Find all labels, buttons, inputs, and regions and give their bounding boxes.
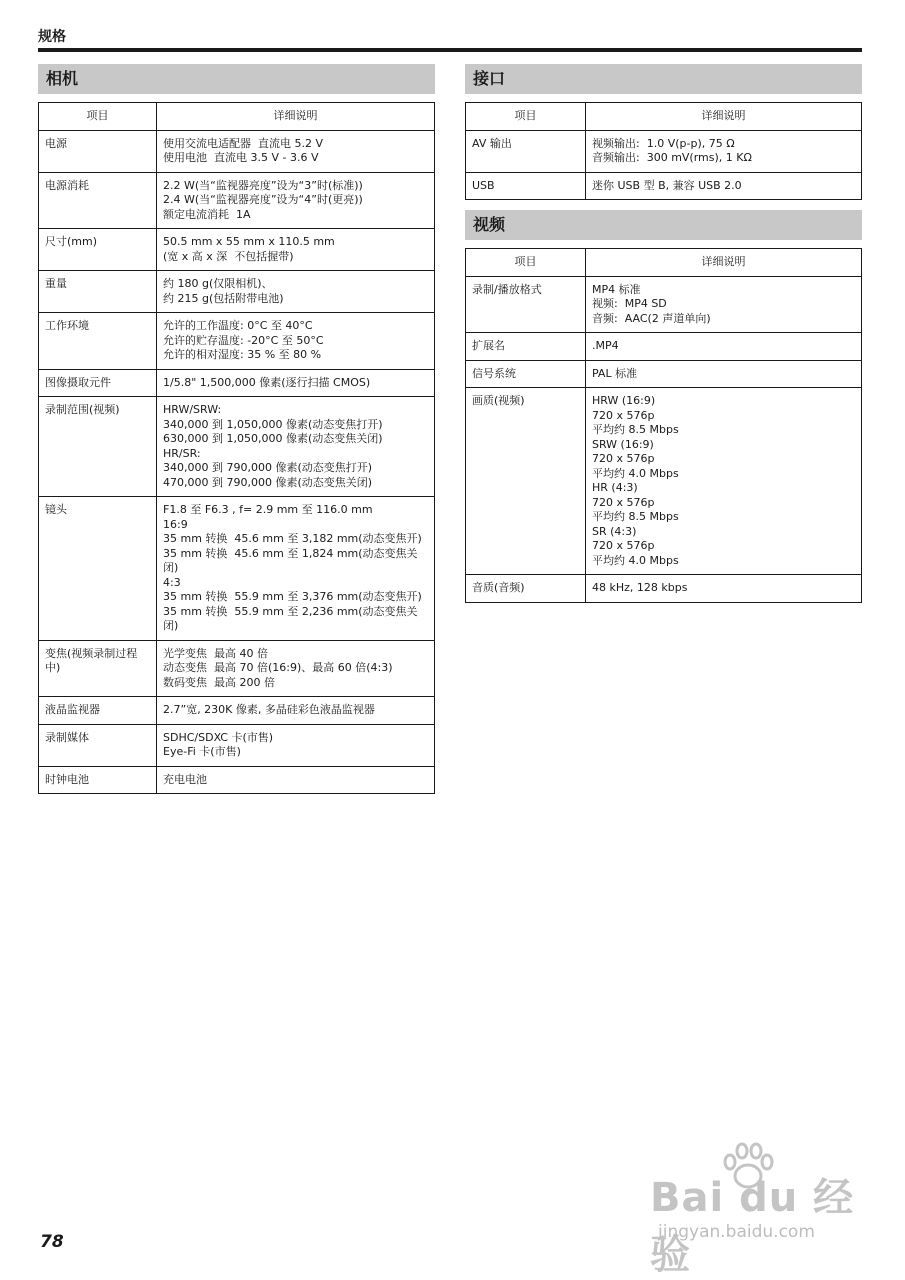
spec-detail (157, 130, 435, 172)
interface-table-header-row (466, 103, 862, 131)
spec-item-label: 画质(视频) (466, 388, 586, 575)
spec-detail-line: (宽 x 高 x 深 不包括握带) (163, 249, 294, 263)
spec-detail-line: 动态变焦 最高 70 倍(16:9)、最高 60 倍(4:3) (163, 661, 393, 674)
spec-detail (586, 575, 862, 603)
camera-section (38, 64, 435, 794)
spec-detail (157, 697, 435, 725)
spec-detail (586, 388, 862, 575)
video-table-row (466, 388, 862, 575)
spec-item-label: 尺寸(mm) (39, 229, 157, 271)
page-header-title: 规格 (38, 29, 66, 45)
spec-detail-line: 630,000 到 1,050,000 像素(动态变焦关闭) (163, 432, 383, 445)
interface-table-row (466, 172, 862, 200)
spec-detail-line: SR (4:3) (592, 524, 637, 538)
spec-detail-line: 48 kHz, 128 kbps (592, 581, 688, 594)
video-table-body (466, 276, 862, 602)
spec-detail-line: 平均约 8.5 Mbps (592, 423, 679, 436)
spec-detail-line: 平均约 4.0 Mbps (592, 553, 679, 567)
spec-detail-line: SDHC/SDXC 卡(市售) (163, 730, 274, 744)
spec-detail-line: 1/5.8" 1,500,000 像素(逐行扫描 CMOS) (163, 375, 371, 389)
spec-item-label: 录制/播放格式 (466, 276, 586, 333)
camera-table-row (39, 724, 435, 766)
camera-section-title: 相机 (38, 64, 435, 94)
camera-table-row (39, 313, 435, 370)
camera-col-item: 项目 (39, 103, 157, 131)
spec-item-label: 液晶监视器 (39, 697, 157, 725)
spec-detail (157, 397, 435, 497)
page-number: 78 (40, 1232, 64, 1252)
spec-item-label: 电源消耗 (39, 172, 157, 229)
video-col-detail: 详细说明 (586, 249, 862, 277)
spec-detail (157, 271, 435, 313)
spec-item-label: 扩展名 (466, 333, 586, 361)
camera-table-row (39, 271, 435, 313)
spec-detail-line: 720 x 576p (592, 495, 655, 509)
page-header (38, 28, 862, 52)
interface-col-detail: 详细说明 (586, 103, 862, 131)
spec-detail-line: 光学变焦 最高 40 倍 (163, 646, 268, 660)
spec-detail-line: 720 x 576p (592, 539, 655, 552)
camera-col-detail: 详细说明 (157, 103, 435, 131)
spec-item-label: AV 输出 (466, 130, 586, 172)
spec-detail-line: 使用交流电适配器 直流电 5.2 V (163, 136, 324, 150)
spec-item-label: 时钟电池 (39, 766, 157, 794)
spec-detail-line: 35 mm 转换 55.9 mm 至 3,376 mm(动态变焦开) (163, 590, 422, 603)
spec-detail-line: 平均约 4.0 Mbps (592, 466, 679, 480)
camera-table-body (39, 130, 435, 794)
spec-detail-line: PAL 标准 (592, 366, 638, 380)
spec-detail-line: 允许的相对湿度: 35 % 至 80 % (163, 348, 322, 361)
spec-detail-line: 使用电池 直流电 3.5 V - 3.6 V (163, 151, 319, 164)
video-table-row (466, 360, 862, 388)
spec-detail-line: 2.4 W(当“监视器亮度”设为“4”时(更亮)) (163, 193, 363, 206)
spec-detail-line: SRW (16:9) (592, 437, 654, 451)
watermark-url: jingyan.baidu.com (658, 1222, 815, 1242)
watermark-brand: Bai du 经验 (650, 1175, 855, 1278)
spec-detail-line: 35 mm 转换 55.9 mm 至 2,236 mm(动态变焦关闭) (163, 604, 418, 632)
spec-detail-line: 充电电池 (163, 772, 207, 786)
spec-item-label: USB (466, 172, 586, 200)
video-spec-table (465, 248, 862, 603)
spec-detail-line: 720 x 576p (592, 452, 655, 465)
interface-section-title: 接口 (465, 64, 862, 94)
spec-item-label: 录制范围(视频) (39, 397, 157, 497)
spec-detail-line: 音频输出: 300 mV(rms), 1 KΩ (592, 151, 752, 164)
spec-detail-line: 数码变焦 最高 200 倍 (163, 675, 275, 689)
camera-table-row (39, 369, 435, 397)
spec-detail (586, 172, 862, 200)
spec-detail-line: 视频输出: 1.0 V(p-p), 75 Ω (592, 136, 735, 150)
spec-item-label: 信号系统 (466, 360, 586, 388)
spec-detail-line: 额定电流消耗 1A (163, 207, 251, 221)
video-table-row (466, 276, 862, 333)
spec-detail (157, 172, 435, 229)
spec-detail (157, 369, 435, 397)
spec-detail (157, 497, 435, 641)
camera-table-row (39, 766, 435, 794)
camera-table-row (39, 697, 435, 725)
spec-detail-line: 2.7”宽, 230K 像素, 多晶硅彩色液晶监视器 (163, 703, 375, 716)
spec-detail-line: 340,000 到 1,050,000 像素(动态变焦打开) (163, 417, 383, 431)
camera-spec-table (38, 102, 435, 794)
spec-detail-line: 340,000 到 790,000 像素(动态变焦打开) (163, 461, 373, 474)
interface-section (465, 64, 862, 200)
spec-detail-line: 音频: AAC(2 声道单向) (592, 311, 711, 325)
spec-detail-line: HRW/SRW: (163, 403, 222, 416)
spec-item-label: 镜头 (39, 497, 157, 641)
spec-detail-line: 平均约 8.5 Mbps (592, 510, 679, 523)
spec-detail-line: 720 x 576p (592, 408, 655, 422)
spec-detail (157, 640, 435, 697)
spec-detail (586, 360, 862, 388)
spec-detail (586, 130, 862, 172)
camera-table-header-row (39, 103, 435, 131)
video-col-item: 项目 (466, 249, 586, 277)
spec-detail-line: 470,000 到 790,000 像素(动态变焦关闭) (163, 475, 373, 489)
interface-col-item: 项目 (466, 103, 586, 131)
spec-detail-line: 约 215 g(包括附带电池) (163, 291, 284, 305)
camera-table-row (39, 229, 435, 271)
spec-detail (157, 313, 435, 370)
spec-detail-line: 16:9 (163, 517, 188, 531)
spec-detail-line: 允许的贮存温度: -20°C 至 50°C (163, 333, 324, 347)
spec-detail (586, 333, 862, 361)
spec-detail (157, 724, 435, 766)
spec-detail-line: HR/SR: (163, 446, 201, 460)
spec-detail-line: 4:3 (163, 575, 181, 589)
video-table-row (466, 333, 862, 361)
spec-item-label: 音质(音频) (466, 575, 586, 603)
spec-item-label: 重量 (39, 271, 157, 313)
spec-detail-line: 35 mm 转换 45.6 mm 至 1,824 mm(动态变焦关闭) (163, 546, 418, 574)
spec-detail-line: 视频: MP4 SD (592, 297, 667, 310)
video-section-title: 视频 (465, 210, 862, 240)
spec-item-label: 工作环境 (39, 313, 157, 370)
spec-item-label: 电源 (39, 130, 157, 172)
baidu-watermark (640, 1140, 870, 1278)
spec-detail-line: 2.2 W(当“监视器亮度”设为“3”时(标准)) (163, 178, 363, 192)
interface-table-row (466, 130, 862, 172)
spec-item-label: 变焦(视频录制过程中) (39, 640, 157, 697)
spec-detail-line: HR (4:3) (592, 481, 638, 494)
interface-table-body (466, 130, 862, 200)
spec-detail-line: Eye-Fi 卡(市售) (163, 745, 241, 758)
spec-detail-line: HRW (16:9) (592, 394, 656, 407)
video-table-header-row (466, 249, 862, 277)
spec-detail-line: .MP4 (592, 339, 619, 352)
spec-detail-line: 迷你 USB 型 B, 兼容 USB 2.0 (592, 178, 742, 192)
camera-table-row (39, 397, 435, 497)
spec-item-label: 录制媒体 (39, 724, 157, 766)
video-section (465, 210, 862, 603)
camera-table-row (39, 497, 435, 641)
camera-table-row (39, 172, 435, 229)
video-table-row (466, 575, 862, 603)
camera-table-row (39, 130, 435, 172)
spec-detail-line: F1.8 至 F6.3 , f= 2.9 mm 至 116.0 mm (163, 503, 373, 516)
spec-detail-line: 35 mm 转换 45.6 mm 至 3,182 mm(动态变焦开) (163, 532, 422, 545)
camera-table-row (39, 640, 435, 697)
spec-detail-line: 50.5 mm x 55 mm x 110.5 mm (163, 235, 335, 248)
interface-spec-table (465, 102, 862, 200)
spec-detail-line: 允许的工作温度: 0°C 至 40°C (163, 319, 313, 332)
spec-item-label: 图像摄取元件 (39, 369, 157, 397)
spec-detail (586, 276, 862, 333)
spec-detail-line: MP4 标准 (592, 282, 641, 296)
spec-detail (157, 766, 435, 794)
spec-detail-line: 约 180 g(仅限相机)、 (163, 277, 273, 290)
spec-detail (157, 229, 435, 271)
